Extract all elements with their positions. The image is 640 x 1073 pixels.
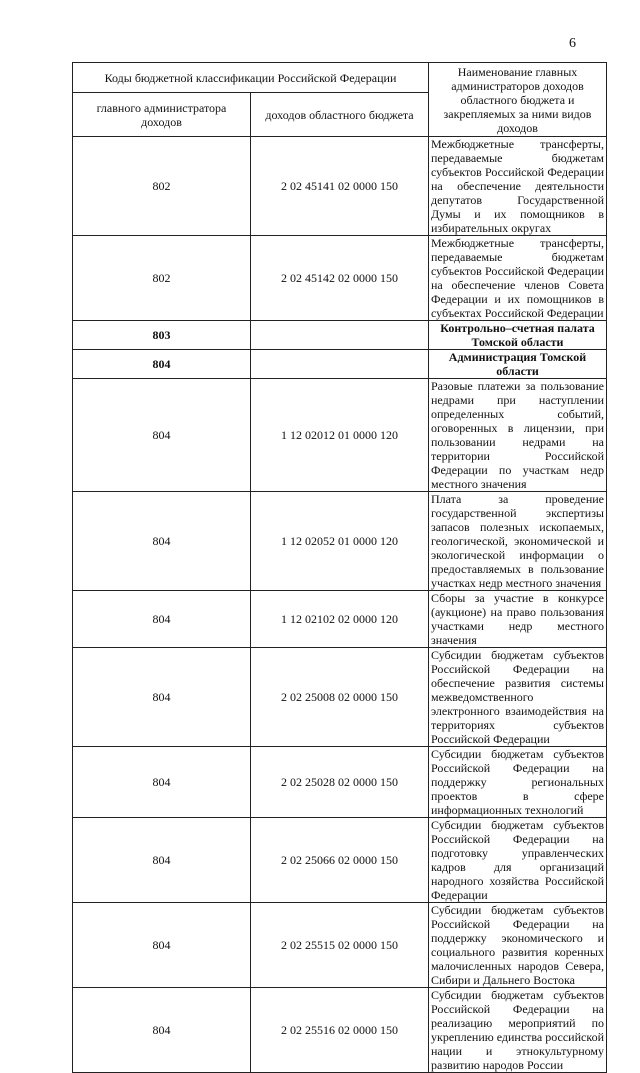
table-row [73,903,607,988]
income-code: 2 02 25066 02 0000 150 [251,818,429,903]
page-number: 6 [569,36,576,51]
admin-code: 804 [73,818,251,903]
budget-classification-table [72,62,607,1073]
income-code [251,350,429,379]
admin-code: 804 [73,903,251,988]
table-row [73,492,607,591]
income-description: Межбюджетные трансферты, передаваемые бюджетам субъектов Российской Федерации на обеспечение членов Совета Федерации и их помощников в субъектах Российской Федерации [429,236,607,321]
income-code: 2 02 25516 02 0000 150 [251,988,429,1073]
admin-code: 804 [73,492,251,591]
table-row [73,591,607,648]
income-code: 2 02 25028 02 0000 150 [251,747,429,818]
income-code: 1 12 02102 02 0000 120 [251,591,429,648]
income-description: Межбюджетные трансферты, передаваемые бюджетам субъектов Российской Федерации на обеспечение деятельности депутатов Государственной Думы и их помощников в избирательных округах [429,137,607,236]
table-row [73,321,607,350]
header-income-column: доходов областного бюджета [251,93,429,137]
income-description: Разовые платежи за пользование недрами при наступлении определенных событий, оговоренных в лицензии, при пользовании недрами на территории Российской Федерации по участкам недр местного значения [429,379,607,492]
income-description: Сборы за участие в конкурсе (аукционе) на право пользования участками недр местного значения [429,591,607,648]
admin-code: 804 [73,591,251,648]
admin-code: 802 [73,137,251,236]
administrator-title: Администрация Томской области [429,350,607,379]
header-name-column: Наименование главных администраторов доходов областного бюджета и закрепляемых за ними видов доходов [429,63,607,137]
income-description: Субсидии бюджетам субъектов Российской Федерации на поддержку региональных проектов в сфере информационных технологий [429,747,607,818]
admin-code: 804 [73,379,251,492]
table-header-row [73,63,607,93]
admin-code: 804 [73,350,251,379]
income-description: Субсидии бюджетам субъектов Российской Федерации на реализацию мероприятий по укреплению единства российской нации и этнокультурному развитию народов России [429,988,607,1073]
admin-code: 804 [73,747,251,818]
admin-code: 804 [73,648,251,747]
income-code: 2 02 25008 02 0000 150 [251,648,429,747]
admin-code: 804 [73,988,251,1073]
admin-code: 802 [73,236,251,321]
income-description: Субсидии бюджетам субъектов Российской Федерации на подготовку управленческих кадров для организаций народного хозяйства Российской Федерации [429,818,607,903]
income-code: 1 12 02052 01 0000 120 [251,492,429,591]
table-row [73,988,607,1073]
income-code: 1 12 02012 01 0000 120 [251,379,429,492]
table-row [73,818,607,903]
admin-code: 803 [73,321,251,350]
income-description: Субсидии бюджетам субъектов Российской Федерации на обеспечение развития системы межведомственного электронного взаимодействия на территориях субъектов Российской Федерации [429,648,607,747]
table-row [73,236,607,321]
table-row [73,137,607,236]
table-row [73,379,607,492]
header-codes-group: Коды бюджетной классификации Российской Федерации [73,63,429,93]
table-row [73,648,607,747]
income-description: Субсидии бюджетам субъектов Российской Федерации на поддержку экономического и социального развития коренных малочисленных народов Севера, Сибири и Дальнего Востока [429,903,607,988]
income-code: 2 02 25515 02 0000 150 [251,903,429,988]
income-description: Плата за проведение государственной экспертизы запасов полезных ископаемых, геологической, экономической и экологической информации о предоставляемых в пользование участках недр местного значения [429,492,607,591]
table-row [73,350,607,379]
administrator-title: Контрольно–счетная палата Томской области [429,321,607,350]
header-admin-column: главного администратора доходов [73,93,251,137]
income-code: 2 02 45142 02 0000 150 [251,236,429,321]
income-code: 2 02 45141 02 0000 150 [251,137,429,236]
table-row [73,747,607,818]
income-code [251,321,429,350]
